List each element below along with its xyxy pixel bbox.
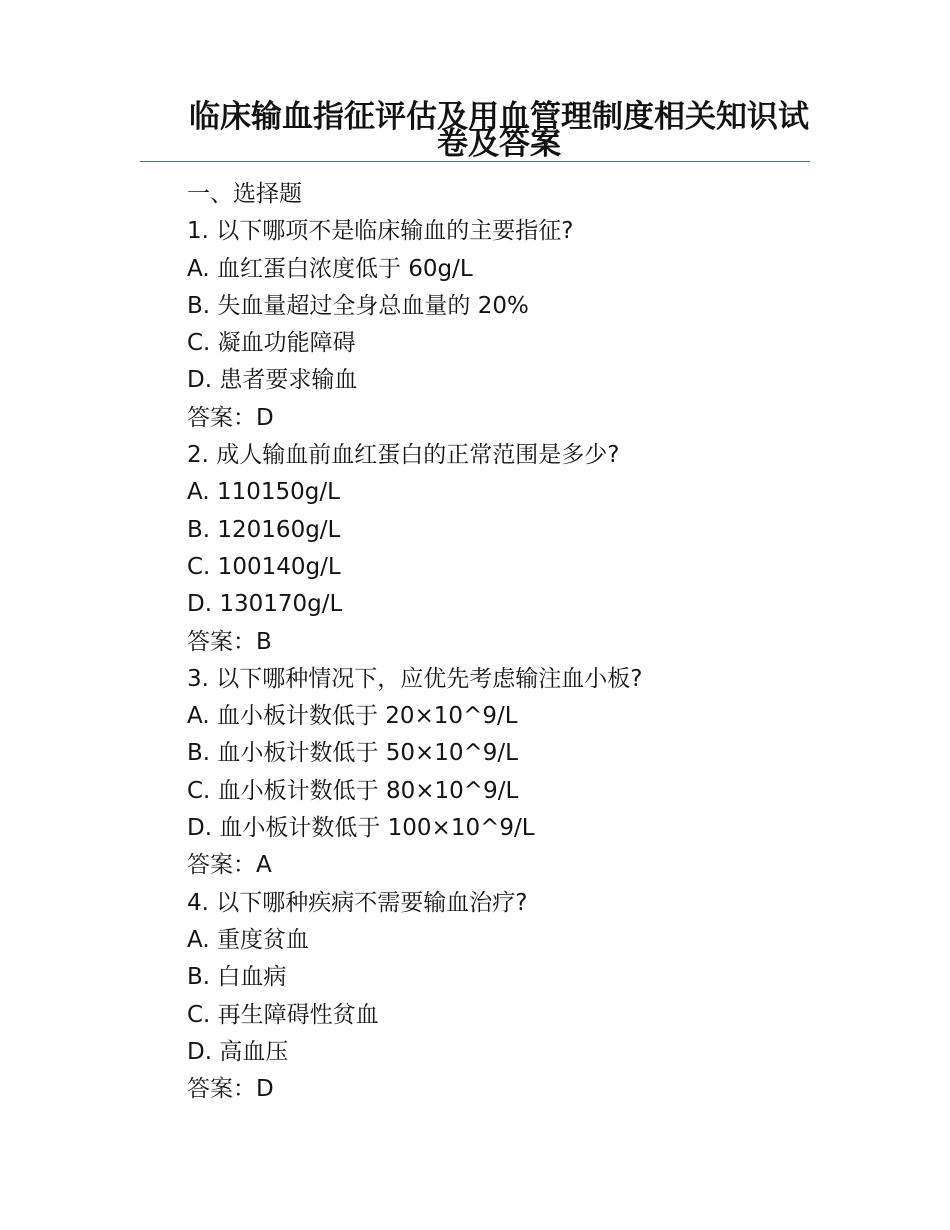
document-body bbox=[187, 176, 807, 1108]
question-block-1 bbox=[187, 213, 807, 437]
option-d: D. 血小板计数低于 100×10^9/L bbox=[187, 815, 535, 842]
option-c: C. 凝血功能障碍 bbox=[187, 330, 356, 357]
answer-text: 答案：A bbox=[187, 852, 272, 879]
question-block-4 bbox=[187, 885, 807, 1109]
option-b: B. 失血量超过全身总血量的 20% bbox=[187, 292, 529, 319]
option-c: C. 100140g/L bbox=[187, 553, 341, 580]
option-c: C. 血小板计数低于 80×10^9/L bbox=[187, 777, 519, 804]
title-block bbox=[140, 99, 810, 162]
answer-text: 答案：D bbox=[187, 404, 274, 431]
answer-text: 答案：D bbox=[187, 1076, 274, 1103]
question-block-2 bbox=[187, 437, 807, 661]
option-d: D. 患者要求输血 bbox=[187, 367, 358, 394]
option-a: A. 重度贫血 bbox=[187, 926, 309, 953]
option-b: B. 白血病 bbox=[187, 964, 287, 991]
question-text: 4. 以下哪种疾病不需要输血治疗? bbox=[187, 889, 528, 916]
option-d: D. 130170g/L bbox=[187, 591, 343, 618]
option-d: D. 高血压 bbox=[187, 1038, 289, 1065]
option-b: B. 血小板计数低于 50×10^9/L bbox=[187, 740, 518, 767]
option-a: A. 血红蛋白浓度低于 60g/L bbox=[187, 255, 473, 282]
option-a: A. 110150g/L bbox=[187, 479, 340, 506]
section-heading: 一、选择题 bbox=[187, 181, 302, 207]
option-c: C. 再生障碍性贫血 bbox=[187, 1001, 379, 1028]
option-b: B. 120160g/L bbox=[187, 516, 341, 543]
question-text: 3. 以下哪种情况下，应优先考虑输注血小板? bbox=[187, 665, 643, 692]
option-a: A. 血小板计数低于 20×10^9/L bbox=[187, 703, 518, 730]
question-block-3 bbox=[187, 661, 807, 885]
question-text: 1. 以下哪项不是临床输血的主要指征? bbox=[187, 218, 574, 245]
answer-text: 答案：B bbox=[187, 628, 272, 655]
title-divider bbox=[140, 161, 810, 162]
question-text: 2. 成人输血前血红蛋白的正常范围是多少? bbox=[187, 442, 620, 469]
document-title: 临床输血指征评估及用血管理制度相关知识试卷及答案 bbox=[189, 99, 809, 162]
